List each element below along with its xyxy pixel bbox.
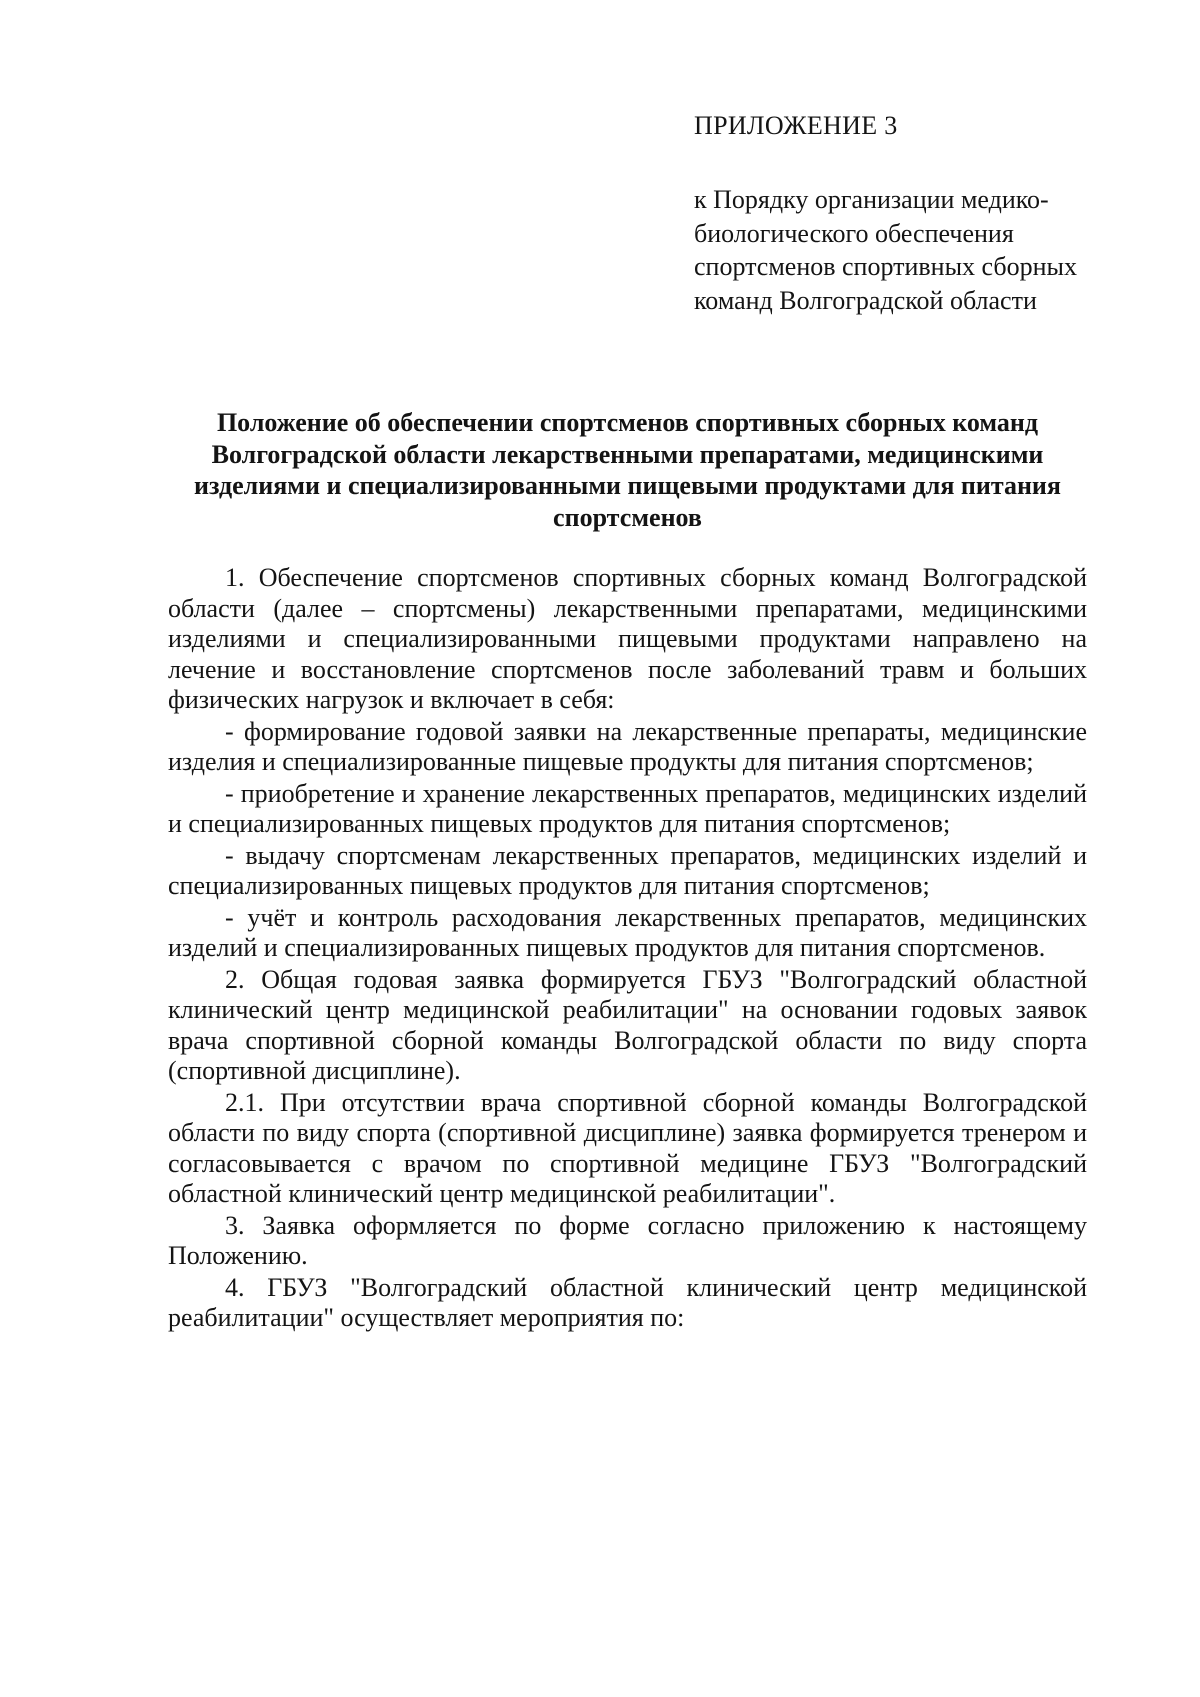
list-item-annual-request: - формирование годовой заявки на лекарственные препараты, медицинские изделия и специализированные пищевые продукты для питания спортсменов;: [168, 716, 1087, 776]
paragraph-3: 3. Заявка оформляется по форме согласно приложению к настоящему Положению.: [168, 1210, 1087, 1270]
list-item-purchase-storage: - приобретение и хранение лекарственных препаратов, медицинских изделий и специализированных пищевых продуктов для питания спортсменов;: [168, 778, 1087, 838]
list-item-issuance: - выдачу спортсменам лекарственных препаратов, медицинских изделий и специализированных пищевых продуктов для питания спортсменов;: [168, 840, 1087, 900]
paragraph-1: 1. Обеспечение спортсменов спортивных сборных команд Волгоградской области (далее – спортсмены) лекарственными препаратами, медицинскими изделиями и специализированными пищевыми продуктами направлено на лечение и восстановление спортсменов после заболеваний травм и больших физических нагрузок и включает в себя:: [168, 563, 1087, 714]
paragraph-4: 4. ГБУЗ "Волгоградский областной клинический центр медицинской реабилитации" осуществляет мероприятия по:: [168, 1272, 1087, 1332]
appendix-header: [694, 110, 1114, 317]
document-body: [168, 563, 1087, 1335]
paragraph-2: 2. Общая годовая заявка формируется ГБУЗ "Волгоградский областной клинический центр медицинской реабилитации" на основании годовых заявок врача спортивной сборной команды Волгоградской области по виду спорта (спортивной дисциплине).: [168, 964, 1087, 1085]
appendix-subtitle: к Порядку организации медико-биологического обеспечения спортсменов спортивных сборных команд Волгоградской области: [694, 185, 1078, 315]
document-title: Положение об обеспечении спортсменов спортивных сборных команд Волгоградской области лекарственными препаратами, медицинскими изделиями и специализированными пищевыми продуктами для питания спортсменов: [194, 408, 1061, 532]
paragraph-2-1: 2.1. При отсутствии врача спортивной сборной команды Волгоградской области по виду спорта (спортивной дисциплине) заявка формируется тренером и согласовывается с врачом по спортивной медицине ГБУЗ "Волгоградский областной клинический центр медицинской реабилитации".: [168, 1087, 1087, 1208]
appendix-title: ПРИЛОЖЕНИЕ 3: [694, 111, 898, 140]
list-item-accounting-control: - учёт и контроль расходования лекарственных препаратов, медицинских изделий и специализированных пищевых продуктов для питания спортсменов.: [168, 902, 1087, 962]
